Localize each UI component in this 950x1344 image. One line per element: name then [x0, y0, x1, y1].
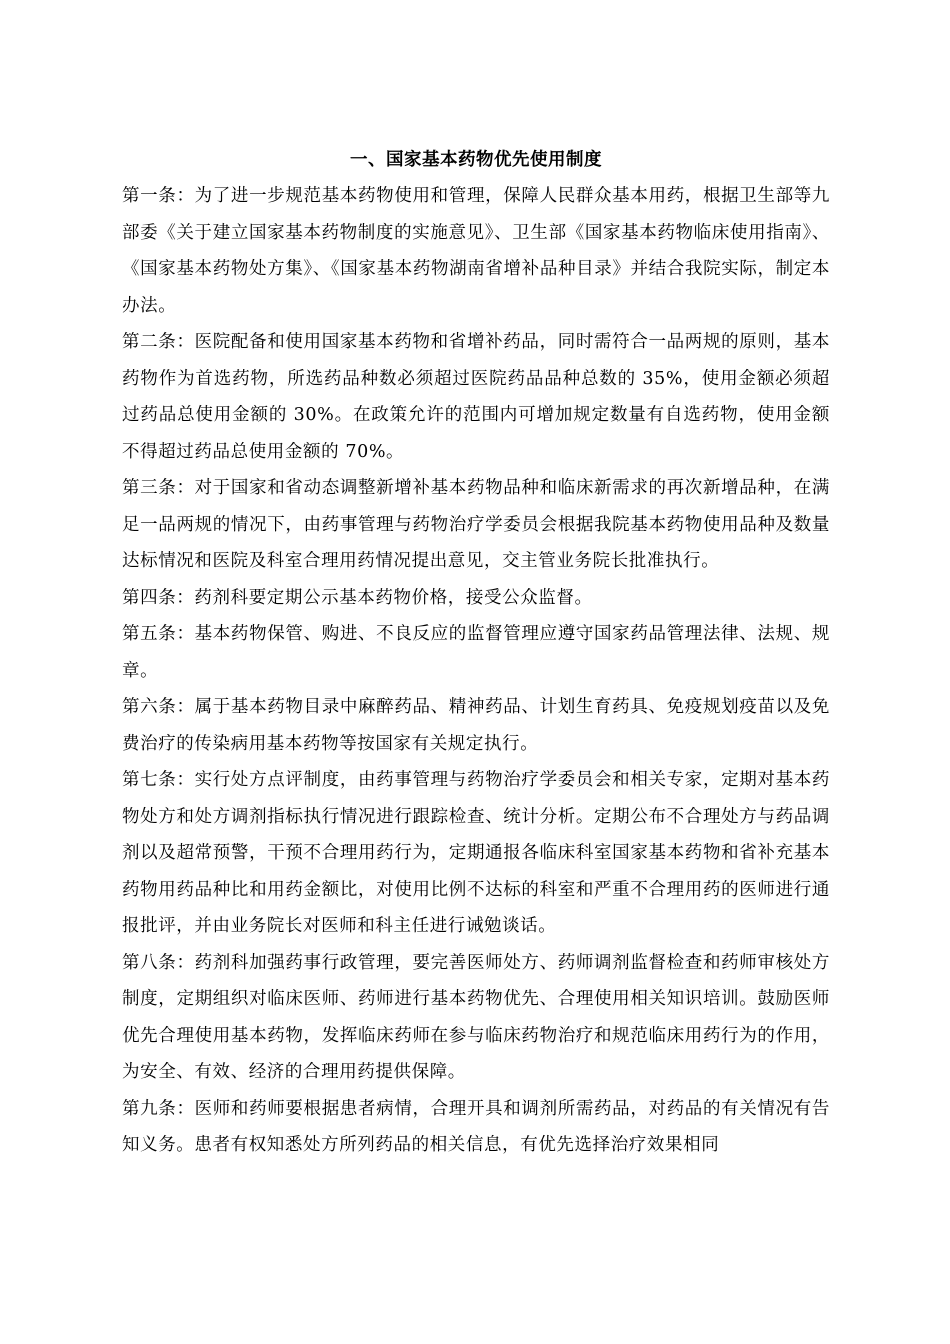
article-2: 第二条：医院配备和使用国家基本药物和省增补药品，同时需符合一品两规的原则，基本药物作为首选药物，所选药品种数必须超过医院药品品种总数的 35%，使用金额必须超过药品总使用金额的 30%。在政策允许的范围内可增加规定数量有自选药物，使用金额不得超过药品总使用金额的 70%。 — [122, 332, 830, 462]
article-3: 第三条：对于国家和省动态调整新增补基本药物品种和临床新需求的再次新增品种，在满足一品两规的情况下，由药事管理与药物治疗学委员会根据我院基本药物使用品种及数量达标情况和医院及科室合理用药情况提出意见，交主管业务院长批准执行。 — [122, 478, 830, 571]
document-body — [122, 142, 830, 1164]
article-4: 第四条：药剂科要定期公示基本药物价格，接受公众监督。 — [122, 587, 593, 608]
article-7: 第七条：实行处方点评制度，由药事管理与药物治疗学委员会和相关专家，定期对基本药物处方和处方调剂指标执行情况进行跟踪检查、统计分析。定期公布不合理处方与药品调剂以及超常预警，干预不合理用药行为，定期通报各临床科室国家基本药物和省补充基本药物用药品种比和用药金额比，对使用比例不达标的科室和严重不合理用药的医师进行通报批评，并由业务院长对医师和科主任进行诫勉谈话。 — [122, 770, 830, 936]
article-8: 第八条：药剂科加强药事行政管理，要完善医师处方、药师调剂监督检查和药师审核处方制度，定期组织对临床医师、药师进行基本药物优先、合理使用相关知识培训。鼓励医师优先合理使用基本药物，发挥临床药师在参与临床药物治疗和规范临床用药行为的作用，为安全、有效、经济的合理用药提供保障。 — [122, 952, 830, 1082]
article-5: 第五条：基本药物保管、购进、不良反应的监督管理应遵守国家药品管理法律、法规、规章。 — [122, 624, 830, 681]
article-1: 第一条：为了进一步规范基本药物使用和管理，保障人民群众基本用药，根据卫生部等九部委《关于建立国家基本药物制度的实施意见》、卫生部《国家基本药物临床使用指南》、《国家基本药物处方集》、《国家基本药物湖南省增补品种目录》并结合我院实际，制定本办法。 — [122, 186, 830, 316]
article-9: 第九条：医师和药师要根据患者病情，合理开具和调剂所需药品，对药品的有关情况有告知义务。患者有权知悉处方所列药品的相关信息，有优先选择治疗效果相同 — [122, 1098, 830, 1155]
article-6: 第六条：属于基本药物目录中麻醉药品、精神药品、计划生育药具、免疫规划疫苗以及免费治疗的传染病用基本药物等按国家有关规定执行。 — [122, 697, 830, 754]
document-title: 一、国家基本药物优先使用制度 — [350, 150, 602, 170]
